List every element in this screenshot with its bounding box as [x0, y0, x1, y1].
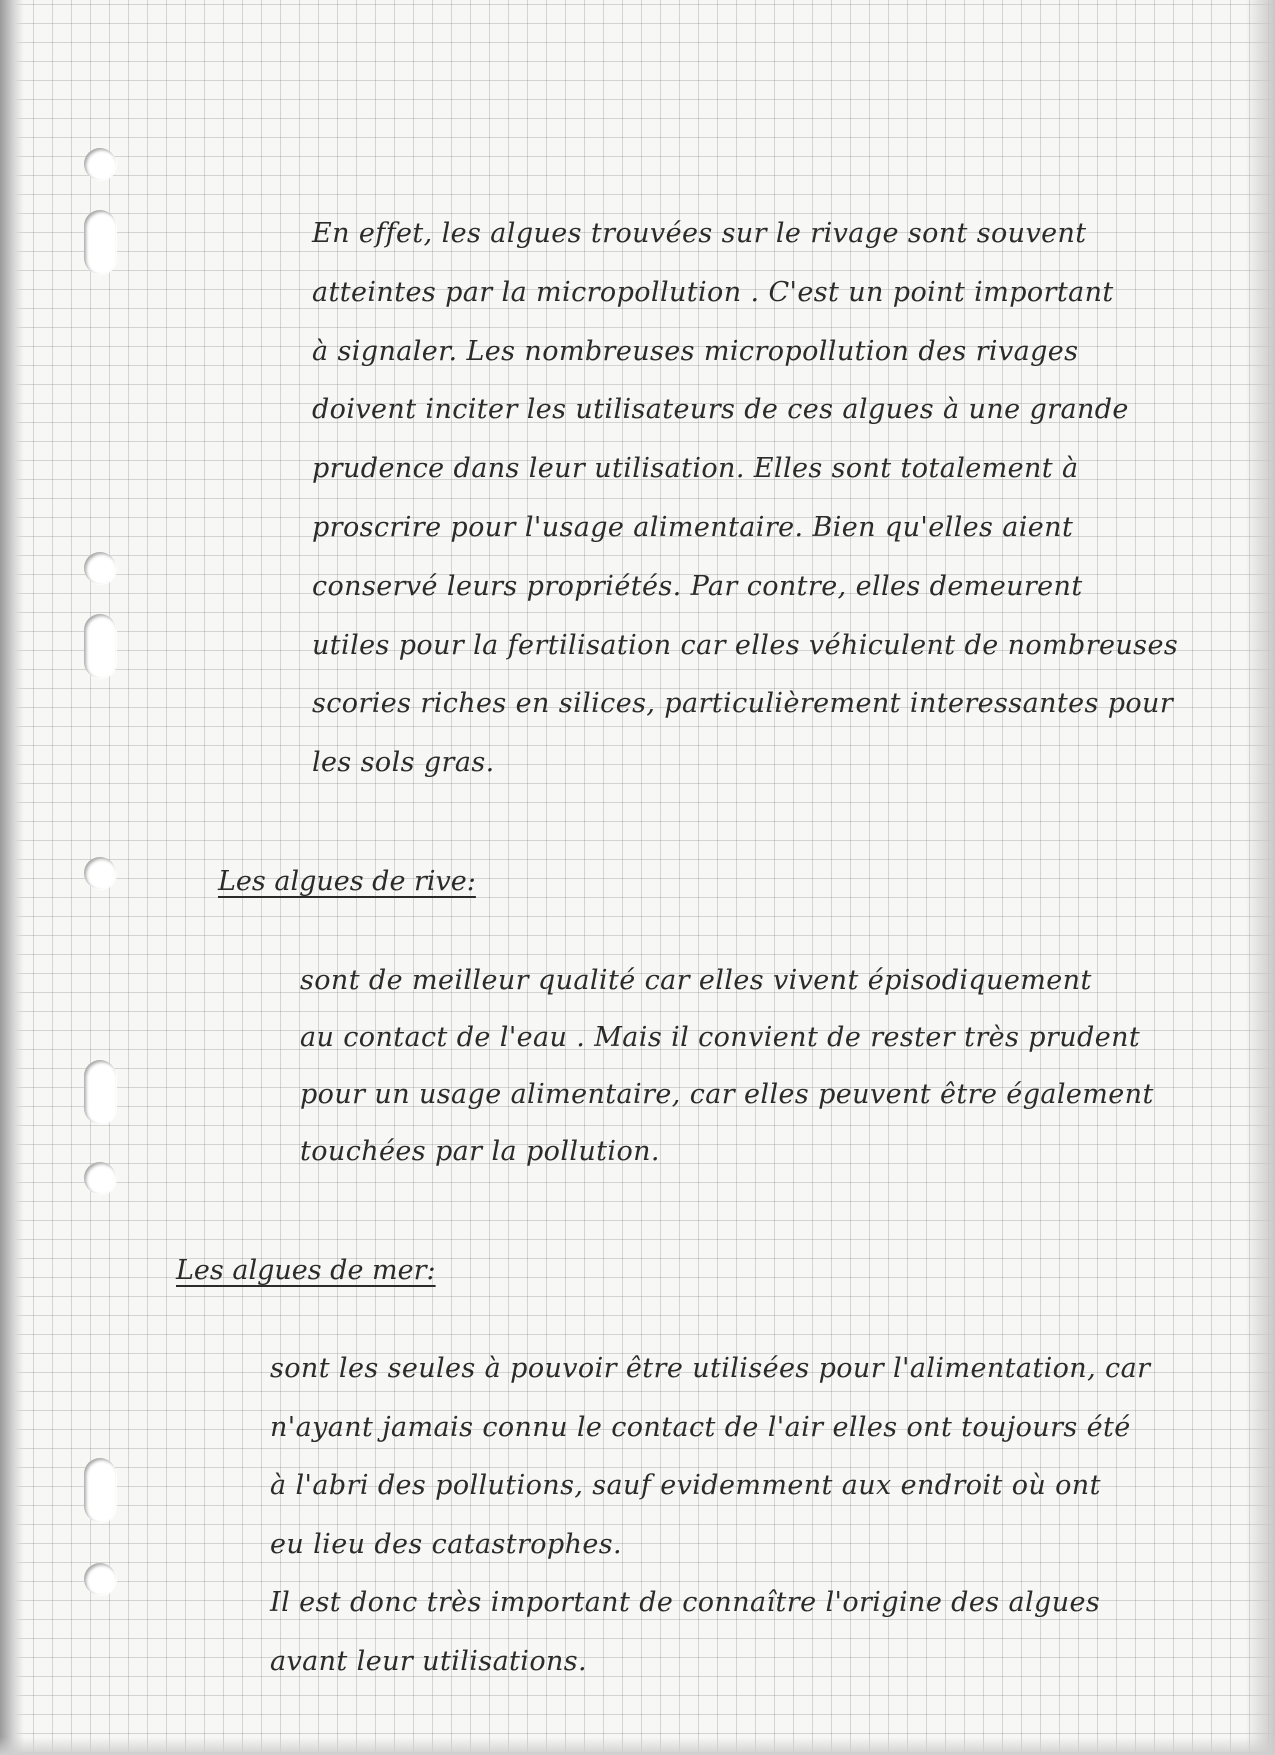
- text-line: au contact de l'eau . Mais il convient de rester très prudent: [300, 1022, 1141, 1053]
- text-line: En effet, les algues trouvées sur le rivage sont souvent: [312, 218, 1087, 249]
- paragraph-2: [300, 952, 1154, 1180]
- paragraph-1: [312, 205, 1178, 793]
- text-line: à l'abri des pollutions, sauf evidemment aux endroit où ont: [270, 1470, 1101, 1501]
- text-line: sont de meilleur qualité car elles vivent épisodiquement: [300, 965, 1092, 996]
- binder-hole-slot: [84, 1060, 116, 1124]
- binder-hole-slot: [84, 1458, 116, 1522]
- text-line: utiles pour la fertilisation car elles véhiculent de nombreuses: [312, 629, 1179, 661]
- text-line: les sols gras.: [312, 747, 495, 779]
- text-line: proscrire pour l'usage alimentaire. Bien qu'elles aient: [312, 511, 1074, 543]
- text-line: sont les seules à pouvoir être utilisées pour l'alimentation, car: [270, 1353, 1151, 1384]
- section-heading-mer: Les algues de mer:: [176, 1255, 436, 1286]
- text-line: scories riches en silices, particulièrement interessantes pour: [312, 688, 1174, 720]
- text-line: pour un usage alimentaire, car elles peuvent être également: [300, 1079, 1154, 1110]
- sheet-left-edge: [0, 0, 24, 1755]
- binder-hole-slot: [84, 210, 116, 274]
- binder-hole: [84, 552, 116, 584]
- text-line: avant leur utilisations.: [270, 1645, 588, 1677]
- text-line: prudence dans leur utilisation. Elles sont totalement à: [312, 453, 1079, 485]
- text-line: eu lieu des catastrophes.: [270, 1528, 622, 1560]
- binder-hole: [84, 148, 116, 180]
- text-line: n'ayant jamais connu le contact de l'air elles ont toujours été: [270, 1411, 1131, 1443]
- sheet-bottom-edge: [0, 1737, 1275, 1755]
- text-line: atteintes par la micropollution . C'est un point important: [312, 276, 1114, 308]
- binder-hole-slot: [84, 614, 116, 678]
- sheet-right-edge: [1245, 0, 1275, 1755]
- paragraph-3: [270, 1340, 1150, 1691]
- text-line: conservé leurs propriétés. Par contre, elles demeurent: [312, 570, 1083, 602]
- text-line: doivent inciter les utilisateurs de ces algues à une grande: [312, 394, 1129, 426]
- binder-hole: [84, 857, 116, 889]
- binder-hole: [84, 1162, 116, 1194]
- text-line: touchées par la pollution.: [300, 1136, 660, 1167]
- binder-hole: [84, 1563, 116, 1595]
- text-line: Il est donc très important de connaître l'origine des algues: [270, 1587, 1101, 1618]
- text-line: à signaler. Les nombreuses micropollution des rivages: [312, 335, 1079, 367]
- section-heading-rive: Les algues de rive:: [218, 866, 476, 897]
